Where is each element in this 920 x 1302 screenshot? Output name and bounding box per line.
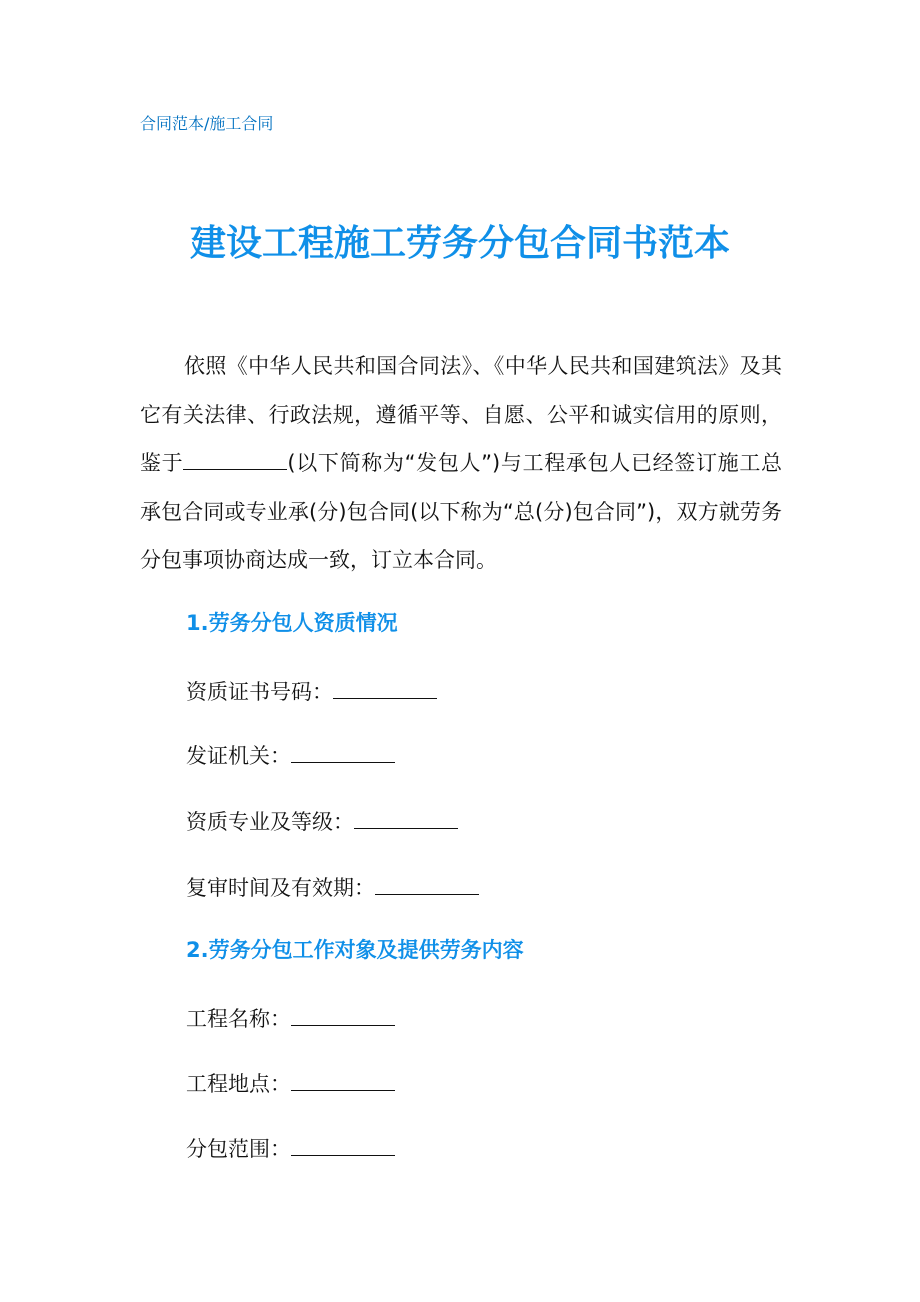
section-heading-qualification: 1.劳务分包人资质情况 xyxy=(186,611,398,635)
field-project-name xyxy=(186,1003,395,1034)
field-label: 复审时间及有效期： xyxy=(186,876,375,900)
field-blank xyxy=(333,676,437,699)
field-blank xyxy=(291,740,395,763)
field-certificate-number xyxy=(186,676,437,707)
field-issuing-authority xyxy=(186,740,395,771)
field-label: 分包范围： xyxy=(186,1137,291,1161)
field-qualification-grade xyxy=(186,806,458,837)
intro-paragraph xyxy=(140,342,782,585)
field-label: 工程地点： xyxy=(186,1072,291,1096)
field-blank xyxy=(291,1068,395,1091)
field-label: 工程名称： xyxy=(186,1007,291,1031)
section-heading-work-scope: 2.劳务分包工作对象及提供劳务内容 xyxy=(186,938,524,962)
field-project-location xyxy=(186,1068,395,1099)
intro-text-part-2: (以下简称为“发包人”)与工程承包人已经签订施工总承包合同或专业承(分)包合同(以下称为“总(分)包合同”)，双方就劳务分包事项协商达成一致，订立本合同。 xyxy=(140,451,782,572)
field-label: 资质证书号码： xyxy=(186,680,333,704)
employer-name-blank xyxy=(183,447,287,470)
intro-text-part-1: 依照《中华人民共和国合同法》、《中华人民共和国建筑法》及其它有关法律、行政法规，遵循平等、自愿、公平和诚实信用的原则，鉴于 xyxy=(140,354,782,475)
field-review-validity xyxy=(186,872,479,903)
field-blank xyxy=(291,1003,395,1026)
field-label: 发证机关： xyxy=(186,744,291,768)
field-subcontract-scope xyxy=(186,1133,395,1164)
breadcrumb: 合同范本/施工合同 xyxy=(140,114,274,133)
field-blank xyxy=(291,1133,395,1156)
field-blank xyxy=(354,806,458,829)
field-blank xyxy=(375,872,479,895)
document-title: 建设工程施工劳务分包合同书范本 xyxy=(189,223,730,264)
field-label: 资质专业及等级： xyxy=(186,810,354,834)
